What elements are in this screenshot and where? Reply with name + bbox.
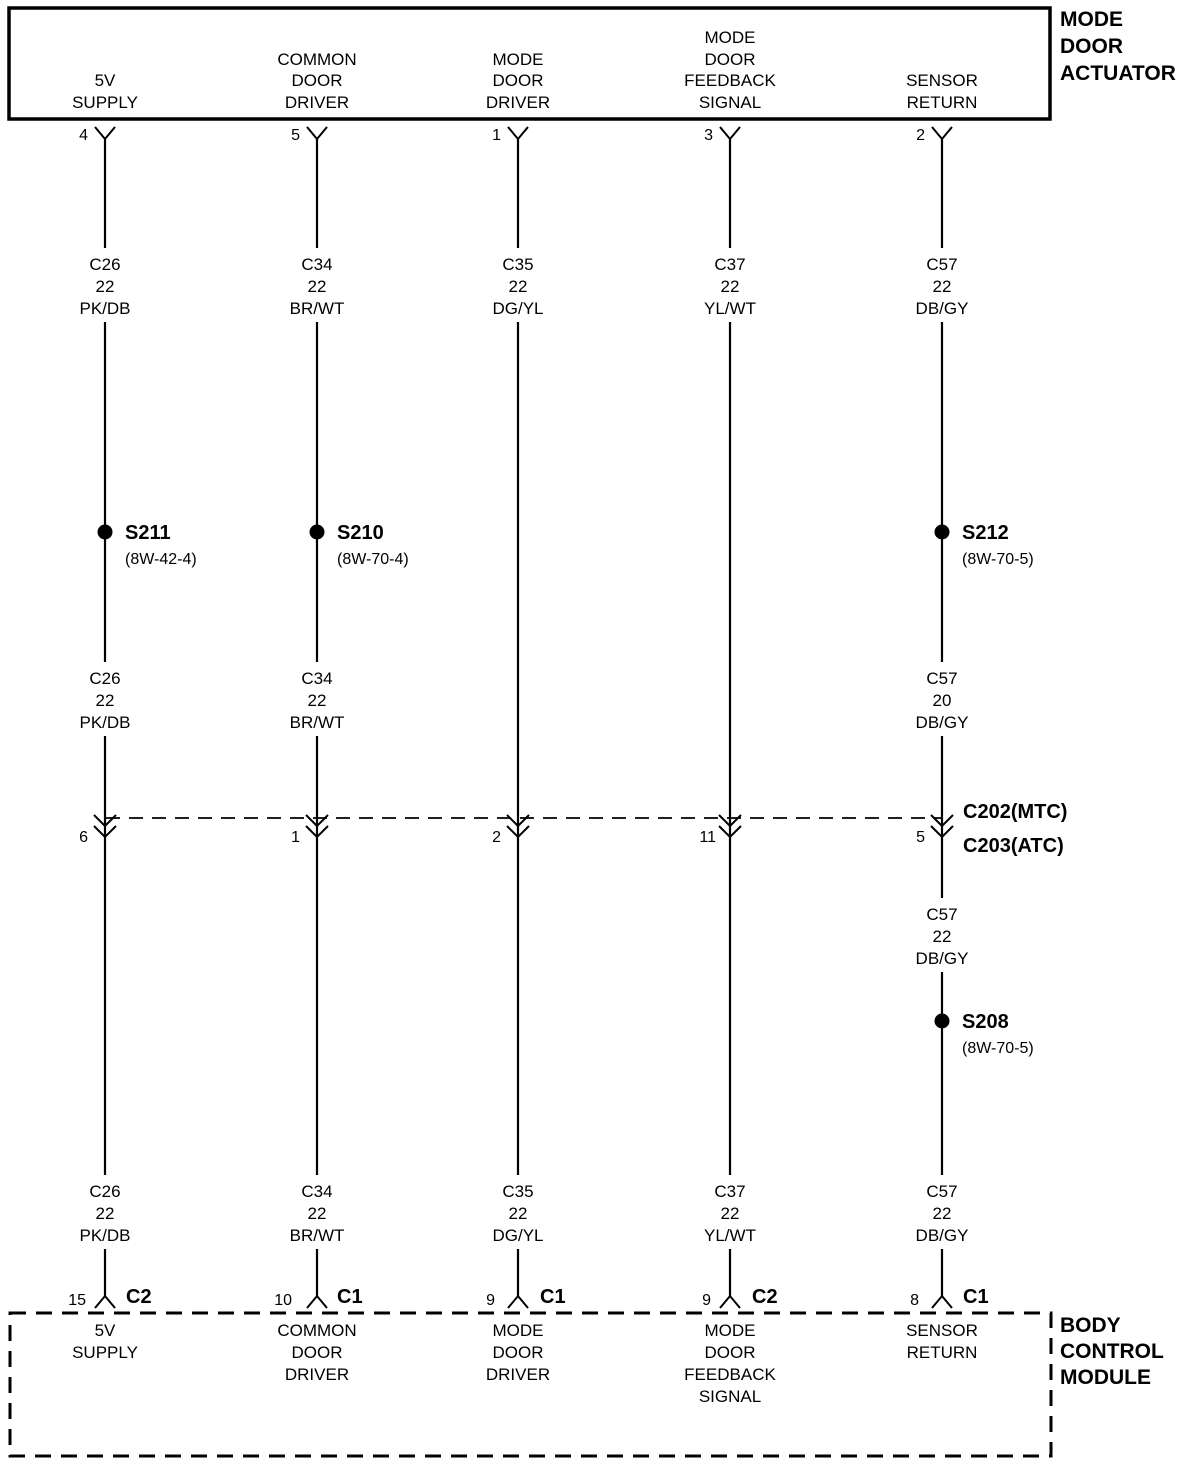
top-label: 5V xyxy=(94,71,116,90)
top-label: DOOR xyxy=(704,50,756,69)
top-label: DRIVER xyxy=(284,93,350,112)
top-pin: 2 xyxy=(916,127,925,144)
connector-symbol xyxy=(307,127,327,139)
wire-label: C37 xyxy=(714,1182,746,1201)
wire-label: 20 xyxy=(932,691,952,710)
circuit-mode-door-feedback-signal xyxy=(684,28,777,1406)
inline-pin: 5 xyxy=(916,829,925,846)
connector-symbol xyxy=(307,1296,327,1308)
wire-label: 22 xyxy=(307,691,327,710)
splice-dot xyxy=(310,525,325,540)
top-label: DOOR xyxy=(291,71,343,90)
wire-label: C35 xyxy=(502,1182,534,1201)
wire-label: DG/YL xyxy=(492,299,544,318)
top-pin: 5 xyxy=(291,127,300,144)
splice-ref: (8W-70-5) xyxy=(962,551,1034,568)
bottom-label: DRIVER xyxy=(485,1365,551,1384)
top-label: SIGNAL xyxy=(698,93,762,112)
wire-label: PK/DB xyxy=(79,299,131,318)
top-label: SUPPLY xyxy=(72,93,138,112)
bcm-name-3: MODULE xyxy=(1060,1366,1151,1389)
wire-label: C57 xyxy=(926,669,958,688)
bottom-connector: C2 xyxy=(752,1286,778,1308)
circuit-mode-door-driver xyxy=(486,50,566,1384)
splice-ref: (8W-70-4) xyxy=(337,551,409,568)
wire-label: DB/GY xyxy=(915,949,969,968)
connector-symbol xyxy=(932,127,952,139)
actuator-name-3: ACTUATOR xyxy=(1060,62,1176,85)
bottom-label: DOOR xyxy=(704,1343,756,1362)
wire-label: C35 xyxy=(502,255,534,274)
top-label: COMMON xyxy=(277,50,357,69)
circuit-common-door-driver xyxy=(274,50,409,1384)
bottom-label: SIGNAL xyxy=(698,1387,762,1406)
top-label: MODE xyxy=(704,28,756,47)
splice-dot xyxy=(935,1014,950,1029)
circuit-sensor-return xyxy=(906,71,1034,1362)
splice-name: S208 xyxy=(962,1011,1009,1033)
wire-label: C57 xyxy=(926,1182,958,1201)
connector-symbol xyxy=(508,127,528,139)
splice-name: S212 xyxy=(962,522,1009,544)
wire-label: YL/WT xyxy=(704,1226,756,1245)
inline-pin: 6 xyxy=(79,829,88,846)
wire-label: 22 xyxy=(932,1204,952,1223)
splice-name: S211 xyxy=(125,522,171,544)
wire-label: 22 xyxy=(508,1204,528,1223)
wire-label: BR/WT xyxy=(289,299,345,318)
wire-label: 22 xyxy=(932,277,952,296)
splice-ref: (8W-70-5) xyxy=(962,1040,1034,1057)
bottom-label: MODE xyxy=(492,1321,544,1340)
wire-label: C26 xyxy=(89,669,121,688)
connector-symbol xyxy=(95,1296,115,1308)
top-label: SENSOR xyxy=(906,71,978,90)
wire-label: DG/YL xyxy=(492,1226,544,1245)
wire-label: 22 xyxy=(95,691,115,710)
top-pin: 4 xyxy=(79,127,88,144)
wire-label: C57 xyxy=(926,255,958,274)
bcm-name-1: BODY xyxy=(1060,1314,1121,1337)
top-label: FEEDBACK xyxy=(684,71,776,90)
wire-label: 22 xyxy=(307,1204,327,1223)
wire-label: C57 xyxy=(926,905,958,924)
connector-symbol xyxy=(932,1296,952,1308)
bottom-label: 5V xyxy=(94,1321,116,1340)
inline-pin: 2 xyxy=(492,829,501,846)
actuator-name-1: MODE xyxy=(1060,8,1123,31)
bottom-connector: C2 xyxy=(126,1286,152,1308)
inline-connector-label-2: C203(ATC) xyxy=(963,835,1064,857)
top-label: RETURN xyxy=(906,93,978,112)
wire-label: C37 xyxy=(714,255,746,274)
top-label: DOOR xyxy=(492,71,544,90)
actuator-name-2: DOOR xyxy=(1060,35,1123,58)
wire-label: C26 xyxy=(89,1182,121,1201)
wire-label: BR/WT xyxy=(289,1226,345,1245)
connector-symbol xyxy=(508,1296,528,1308)
bottom-label: DOOR xyxy=(291,1343,343,1362)
bottom-label: SENSOR xyxy=(906,1321,978,1340)
wire-label: 22 xyxy=(720,1204,740,1223)
bottom-pin: 9 xyxy=(486,1292,495,1309)
bcm-name-2: CONTROL xyxy=(1060,1340,1164,1363)
wire-label: 22 xyxy=(508,277,528,296)
bottom-label: MODE xyxy=(704,1321,756,1340)
bottom-connector: C1 xyxy=(963,1286,989,1308)
bottom-pin: 9 xyxy=(702,1292,711,1309)
splice-dot xyxy=(98,525,113,540)
bottom-label: RETURN xyxy=(906,1343,978,1362)
bottom-pin: 8 xyxy=(910,1292,919,1309)
bottom-connector: C1 xyxy=(540,1286,566,1308)
top-label: DRIVER xyxy=(485,93,551,112)
wire-label: 22 xyxy=(720,277,740,296)
wire-label: BR/WT xyxy=(289,713,345,732)
bottom-label: DRIVER xyxy=(284,1365,350,1384)
wire-label: 22 xyxy=(307,277,327,296)
connector-symbol xyxy=(720,127,740,139)
circuit-5v-supply xyxy=(68,71,197,1362)
bottom-label: SUPPLY xyxy=(72,1343,138,1362)
wire-label: DB/GY xyxy=(915,299,969,318)
wire-label: C26 xyxy=(89,255,121,274)
wire-label: 22 xyxy=(95,1204,115,1223)
wire-label: PK/DB xyxy=(79,1226,131,1245)
connector-symbol xyxy=(95,127,115,139)
splice-dot xyxy=(935,525,950,540)
bottom-connector: C1 xyxy=(337,1286,363,1308)
splice-ref: (8W-42-4) xyxy=(125,551,197,568)
wire-label: 22 xyxy=(932,927,952,946)
wire-label: DB/GY xyxy=(915,1226,969,1245)
inline-pin: 1 xyxy=(291,829,300,846)
inline-connector-label-1: C202(MTC) xyxy=(963,801,1068,823)
bottom-label: DOOR xyxy=(492,1343,544,1362)
wire-label: C34 xyxy=(301,255,333,274)
connector-symbol xyxy=(720,1296,740,1308)
inline-pin: 11 xyxy=(699,829,716,846)
bottom-pin: 15 xyxy=(68,1292,86,1309)
wire-label: 22 xyxy=(95,277,115,296)
wire-label: DB/GY xyxy=(915,713,969,732)
bottom-label: FEEDBACK xyxy=(684,1365,776,1384)
top-label: MODE xyxy=(492,50,544,69)
bottom-label: COMMON xyxy=(277,1321,357,1340)
wire-label: PK/DB xyxy=(79,713,131,732)
bottom-pin: 10 xyxy=(274,1292,292,1309)
top-pin: 1 xyxy=(492,127,501,144)
top-pin: 3 xyxy=(704,127,713,144)
splice-name: S210 xyxy=(337,522,384,544)
wire-label: C34 xyxy=(301,1182,333,1201)
wire-label: YL/WT xyxy=(704,299,756,318)
wire-label: C34 xyxy=(301,669,333,688)
